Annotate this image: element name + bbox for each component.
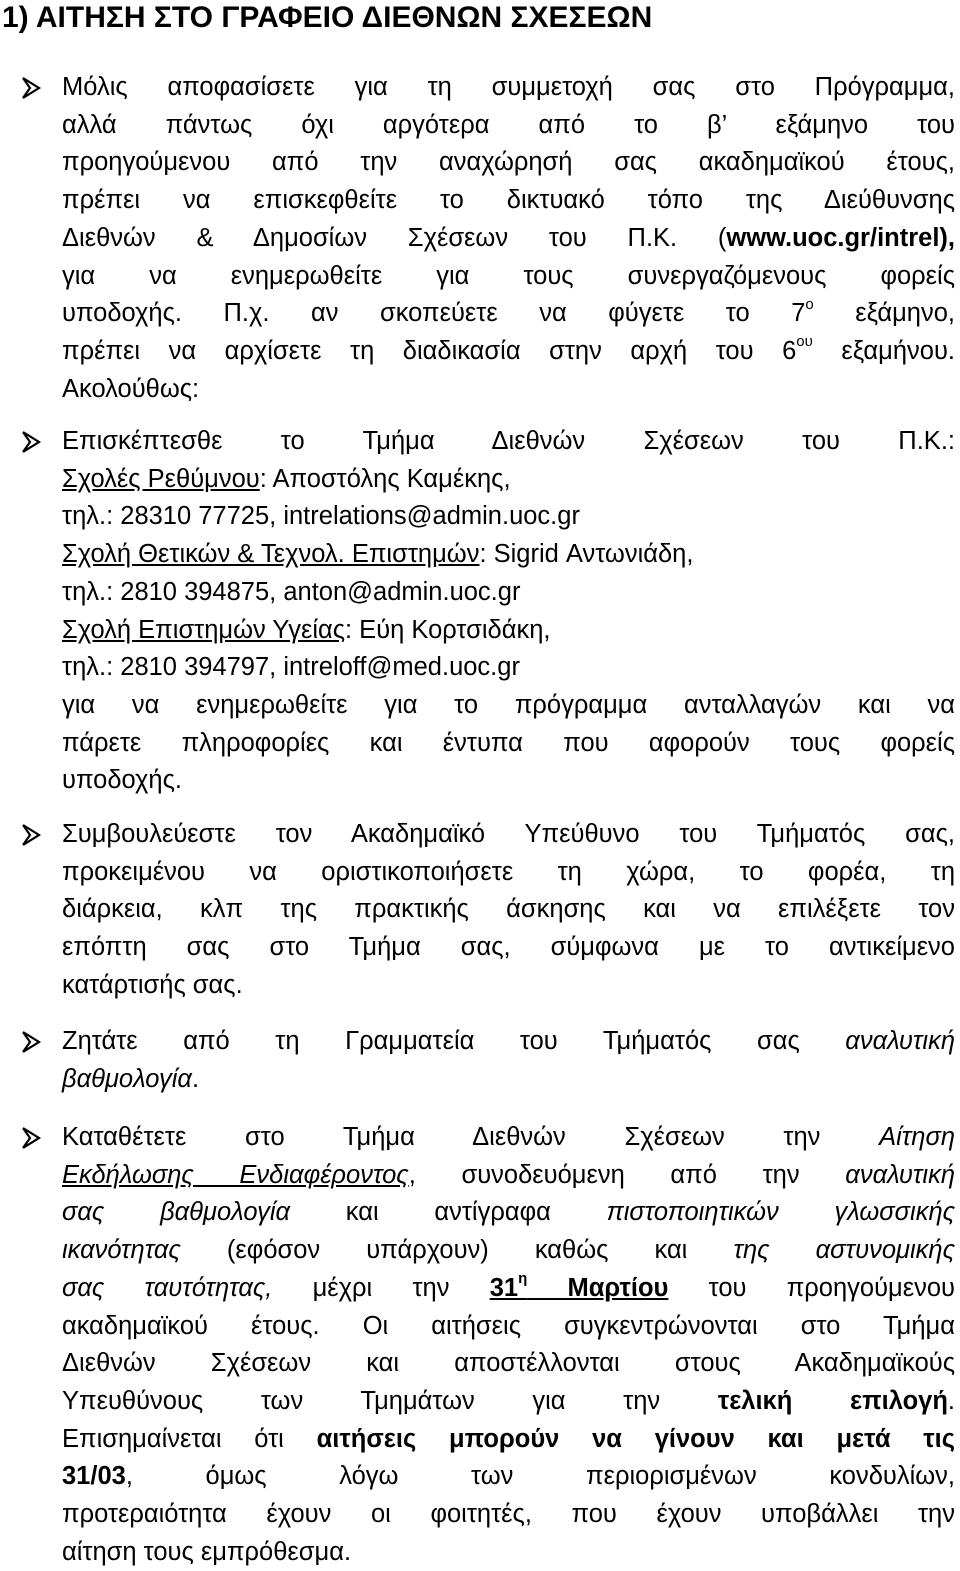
paragraph-contacts: [62, 423, 955, 800]
contact-health-details: τηλ.: 2810 394797, intreloff@med.uoc.gr: [62, 653, 520, 682]
text-line: επόπτη σας στο Τμήμα σας, σύμφωνα με το αντικείμενο: [62, 933, 955, 962]
text-line: για να ενημερωθείτε για τους συνεργαζόμενους φορείς: [62, 261, 955, 290]
text-line: αίτηση τους εμπρόθεσμα.: [62, 1537, 352, 1566]
text-line: πρέπει να επισκεφθείτε το δικτυακό τόπο της Διεύθυνσης: [62, 186, 955, 215]
text-line: προηγούμενου από την αναχώρησή σας ακαδημαϊκού έτους,: [62, 148, 955, 177]
text-line: Υπευθύνους των Τμημάτων για την τελική επιλογή.: [62, 1386, 955, 1415]
text-line: Διεθνών Σχέσεων και αποστέλλονται στους Ακαδημαϊκούς: [62, 1349, 955, 1378]
text-line: Ακολούθως:: [62, 374, 200, 403]
text-line: Επισημαίνεται ότι αιτήσεις μπορούν να γίνουν και μετά τις: [62, 1424, 955, 1453]
text-line: ικανότητας (εφόσον υπάρχουν) καθώς και της αστυνομικής: [62, 1236, 955, 1265]
text-line: Ζητάτε από τη Γραμματεία του Τμήματός σας αναλυτική: [62, 1027, 955, 1055]
paragraph-transcript: [62, 1023, 955, 1098]
text-line: Διεθνών & Δημοσίων Σχέσεων του Π.Κ. (www.uoc.gr/intrel),: [62, 223, 955, 252]
text-line: Καταθέτετε στο Τμήμα Διεθνών Σχέσεων την Αίτηση: [62, 1123, 955, 1151]
text-line: προκειμένου να οριστικοποιήσετε τη χώρα, το φορέα, τη: [62, 857, 955, 886]
text-line: πάρετε πληροφορίες και έντυπα που αφορούν τους φορείς: [62, 728, 955, 757]
text-line: διάρκεια, κλπ της πρακτικής άσκησης και να επιλέξετε τον: [62, 895, 955, 924]
intrel-link[interactable]: www.uoc.gr/intrel: [726, 223, 940, 252]
arrow-bullet-icon: [20, 823, 42, 847]
contact-sciences: Σχολή Θετικών & Τεχνολ. Επιστημών: Sigrid Αντωνιάδη,: [62, 540, 694, 569]
text-line: για να ενημερωθείτε για το πρόγραμμα ανταλλαγών και να: [62, 690, 955, 719]
text-line: κατάρτισής σας.: [62, 970, 243, 999]
arrow-bullet-icon: [20, 1126, 42, 1150]
arrow-bullet-icon: [20, 430, 42, 454]
text-line: Επισκέπτεσθε το Τμήμα Διεθνών Σχέσεων του Π.Κ.:: [62, 427, 955, 455]
text-line: 31/03, όμως λόγω των περιορισμένων κονδυλίων,: [62, 1462, 955, 1491]
page-title: 1) ΑΙΤΗΣΗ ΣΤΟ ΓΡΑΦΕΙΟ ΔΙΕΘΝΩΝ ΣΧΕΣΕΩΝ: [2, 1, 653, 34]
text-line: σας βαθμολογία και αντίγραφα πιστοποιητικών γλωσσικής: [62, 1198, 955, 1227]
text-line: ακαδημαϊκού έτους. Οι αιτήσεις συγκεντρώνονται στο Τμήμα: [62, 1311, 955, 1340]
text-line: Μόλις αποφασίσετε για τη συμμετοχή σας στο Πρόγραμμα,: [62, 73, 955, 101]
arrow-bullet-icon: [20, 76, 42, 100]
paragraph-academic-advisor: [62, 816, 955, 1005]
text-line: Συμβουλεύεστε τον Ακαδημαϊκό Υπεύθυνο του Τμήματός σας,: [62, 820, 955, 848]
contact-rethymno: Σχολές Ρεθύμνου: Αποστόλης Καμέκης,: [62, 464, 511, 493]
text-line: Εκδήλωσης Ενδιαφέροντος, συνοδευόμενη από την αναλυτική: [62, 1160, 955, 1189]
text-line: υποδοχής. Π.χ. αν σκοπεύετε να φύγετε το $7^o$ εξάμηνο,: [62, 295, 955, 328]
text-line: υποδοχής.: [62, 766, 182, 795]
text-line: πρέπει να αρχίσετε τη διαδικασία στην αρχή του $6^{o\upsilon}$ εξαμήνου.: [62, 333, 956, 365]
text-line: προτεραιότητα έχουν οι φοιτητές, που έχουν υποβάλλει την: [62, 1500, 955, 1529]
paragraph-submission: [62, 1119, 955, 1571]
contact-health: Σχολή Επιστημών Υγείας: Εύη Κορτσιδάκη,: [62, 615, 551, 644]
deadline-line: σας ταυτότητας, μέχρι την $31^\eta$ Μαρτίου του προηγούμενου: [62, 1270, 955, 1302]
arrow-bullet-icon: [20, 1030, 42, 1054]
text-line: βαθμολογία.: [62, 1064, 200, 1093]
paragraph-application-timing: [62, 69, 955, 408]
contact-sciences-details: τηλ.: 2810 394875, anton@admin.uoc.gr: [62, 577, 521, 606]
contact-rethymno-details: τηλ.: 28310 77725, intrelations@admin.uoc.gr: [62, 502, 580, 531]
text-line: αλλά πάντως όχι αργότερα από το β’ εξάμηνο του: [62, 110, 955, 139]
